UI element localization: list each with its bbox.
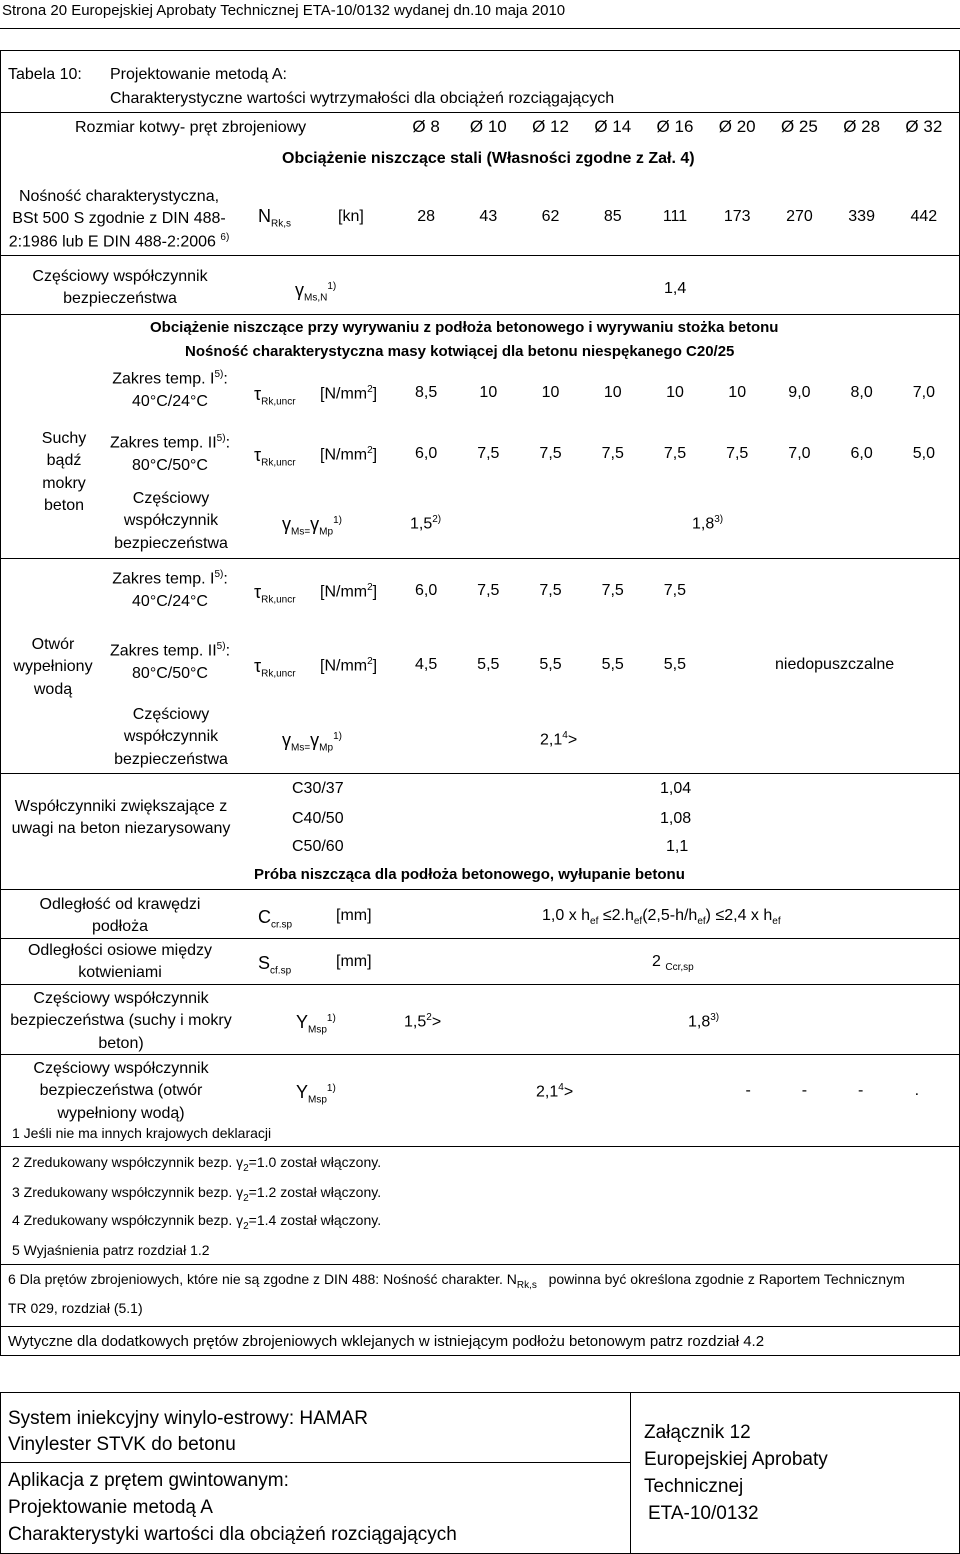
tau-symbol: $\tau_{Rk,uncr}$ (254, 582, 296, 606)
note-4: 4 Zredukowany współczynnik bezp. $\gamma_2=1.4$ został włączony. (12, 1212, 382, 1232)
size-row (395, 117, 955, 137)
size-cell: Ø 28 (843, 117, 881, 136)
rule (0, 984, 960, 985)
size-cell: Ø 16 (656, 117, 694, 136)
size-label: Rozmiar kotwy- pręt zbrojeniowy (75, 119, 307, 136)
footer-line-5: Charakterystyki wartości dla obciążeń rozciągających (8, 1524, 457, 1545)
increase-label: Współczynniki zwiększające z uwagi na beton niezarysowany (11, 798, 231, 838)
dry-t1-values: 8,5 10 10 10 10 10 9,0 8,0 7,0 (414, 384, 935, 401)
size-cell: Ø 20 (718, 117, 756, 136)
dry-psf-value-2: 1,8$^{3)}$ (692, 514, 724, 533)
increase-class: C50/60 (292, 838, 344, 855)
rule (0, 314, 960, 315)
rule (0, 1326, 960, 1327)
footer-line-4: Projektowanie metodą A (8, 1497, 213, 1518)
tau-unit: $[N/mm^2]$ (320, 656, 378, 675)
eta-number: ETA-10/0132 (648, 1503, 759, 1524)
rule (0, 773, 960, 774)
note-6: 6 Dla prętów zbrojeniowych, które nie są zgodne z DIN 488: Nośność charakter. $N_{Rk,s}$ powinna być określona zgodnie z Raportem Technicznym (8, 1271, 905, 1291)
footer-divider (630, 1392, 631, 1554)
wet-psf-label: Częściowy współczynnik bezpieczeństwa (114, 706, 228, 768)
size-cell: Ø 14 (594, 117, 632, 136)
rule (0, 938, 960, 939)
wet-sp-label: Częściowy współczynnik bezpieczeństwa (otwór wypełniony wodą) (33, 1060, 209, 1122)
footer-line-2: Vinylester STVK do betonu (8, 1434, 236, 1455)
table-title-2: Charakterystyczne wartości wytrzymałości dla obciążeń rozciągających (110, 90, 615, 107)
wet-psf-value: $2,1^4>$ (540, 730, 578, 749)
ccr-value: 1,0 x $h_{ef} \le 2.h_{ef}(2,5-h/h_{ef}) \le 2,4$ x $h_{ef}$ (542, 907, 781, 928)
increase-class: C30/37 (292, 780, 344, 797)
gmsp-symbol: $\Upsilon_{Msp}^{1)}$ (296, 1012, 336, 1036)
nrk-symbol: $N_{Rk,s}$ (258, 206, 291, 230)
size-cell: Ø 12 (532, 117, 569, 136)
tau-symbol: $\tau_{Rk,uncr}$ (254, 384, 296, 408)
size-cell: Ø 10 (469, 117, 507, 136)
range1-label: Zakres temp. $I^{5)}$: 40°C/24°C (112, 369, 228, 410)
note-5: 5 Wyjaśnienia patrz rozdział 1.2 (12, 1242, 210, 1258)
range1-label: Zakres temp. $I^{5)}$: 40°C/24°C (112, 569, 228, 610)
rule (0, 558, 960, 559)
rule (0, 1146, 960, 1147)
dry-sp-label: Częściowy współczynnik bezpieczeństwa (suchy i mokry beton) (10, 990, 232, 1052)
page-header: Strona 20 Europejskiej Aprobaty Technicznej ETA-10/0132 wydanej dn.10 maja 2010 (2, 2, 566, 19)
nrk-values: 28 43 62 85 111 173 270 339 442 (417, 208, 938, 225)
tau-symbol: $\tau_{Rk,uncr}$ (254, 656, 296, 680)
size-cell: Ø 8 (412, 117, 440, 136)
steel-psf-label: Częściowy współczynnik bezpieczeństwa (32, 268, 208, 307)
scr-value: 2 $_{Ccr,sp}$ (652, 953, 694, 974)
size-cell: Ø 25 (780, 117, 818, 136)
tau-symbol: $\tau_{Rk,uncr}$ (254, 445, 296, 469)
steel-label: Nośność charakterystyczna, BSt 500 S zgodnie z DIN 488-2:1986 lub E DIN 488-2:2006 $^{6)}$ (8, 188, 230, 251)
note-6-cont: TR 029, rozdział (5.1) (8, 1300, 143, 1316)
table-label: Tabela 10: (8, 66, 82, 83)
range2-label: Zakres temp. II$^{5)}$: 80°C/50°C (109, 641, 231, 682)
footer-rule (0, 1462, 631, 1463)
footer-line-1: System iniekcyjny winylo-estrowy: HAMAR (8, 1408, 369, 1429)
increase-value: 1,1 (666, 838, 689, 855)
ccr-symbol: $C_{cr.sp}$ (258, 907, 293, 931)
dry-psf-value-1: 1,5$^{2)}$ (410, 514, 442, 533)
dry-t2-values: 6,0 7,5 7,5 7,5 7,5 7,5 7,0 6,0 5,0 (414, 445, 935, 462)
wet-label: Otwór wypełniony wodą (13, 636, 93, 698)
steel-header: Obciążenie niszczące stali (Własności zgodne z Zał. 4) (282, 150, 695, 167)
table-title-1: Projektowanie metodą A: (110, 66, 287, 83)
note-1: 1 Jeśli nie ma innych krajowych deklaracji (12, 1125, 272, 1141)
guideline-note: Wytyczne dla dodatkowych prętów zbrojeniowych wklejanych w istniejącym podłożu betonowym patrz rozdział 4.2 (8, 1333, 765, 1350)
title-rule (0, 112, 960, 113)
header-rule (0, 28, 960, 29)
ccr-unit: [mm] (336, 907, 372, 924)
range2-label: Zakres temp. II$^{5)}$: 80°C/50°C (109, 433, 231, 474)
rule (0, 255, 960, 256)
note-3: 3 Zredukowany współczynnik bezp. $\gamma_2=1.2$ został włączony. (12, 1184, 382, 1204)
tau-unit: $[N/mm^2]$ (320, 445, 378, 464)
increase-value: 1,04 (660, 780, 692, 797)
spacing-label: Odległości osiowe między kotwieniami (27, 942, 213, 982)
gmsp-symbol: $\Upsilon_{Msp}^{1)}$ (296, 1082, 336, 1106)
dry-psf-label: Częściowy współczynnik bezpieczeństwa (114, 490, 228, 552)
increase-value: 1,08 (660, 810, 692, 827)
note-2: 2 Zredukowany współczynnik bezp. $\gamma_2=1.0$ został włączony. (12, 1154, 382, 1174)
dry-sp-value-1: $1,5^2>$ (404, 1012, 442, 1031)
rule (0, 1054, 960, 1055)
gms-value: 1,4 (664, 280, 687, 297)
nrk-unit: [kn] (338, 208, 364, 225)
wet-t2-values: 4,5 5,5 5,5 5,5 5,5 (414, 656, 687, 673)
dry-sp-value-2: 1,8$^{3)}$ (688, 1012, 720, 1031)
annex-label: Załącznik 12 (644, 1422, 751, 1443)
not-allowed: niedopuszczalne (775, 656, 895, 673)
wet-sp-dashes: - - - . (745, 1082, 920, 1099)
size-cell: Ø 32 (905, 117, 943, 136)
tau-unit: $[N/mm^2]$ (320, 384, 378, 403)
pullout-header-2: Nośność charakterystyczna masy kotwiącej dla betonu niespękanego C20/25 (185, 343, 735, 360)
gms-symbol: $\gamma_{Ms,N}^{1)}$ (295, 280, 337, 304)
edge-label: Odległość od krawędzi podłoża (39, 896, 201, 936)
splitting-header: Próba niszcząca dla podłoża betonowego, wyłupanie betonu (254, 866, 685, 883)
wet-sp-value: $2,1^4>$ (536, 1082, 574, 1101)
gmp-symbol: $\gamma_{Ms=}\gamma_{Mp}^{1)}$ (282, 730, 342, 754)
annex-label-3: Technicznej (644, 1476, 744, 1497)
gmp-symbol: $\gamma_{Ms=}\gamma_{Mp}^{1)}$ (282, 514, 342, 538)
increase-class: C40/50 (292, 810, 344, 827)
rule (0, 1264, 960, 1265)
scr-unit: [mm] (336, 953, 372, 970)
scr-symbol: $S_{cf.sp}$ (258, 953, 292, 977)
rule (0, 889, 960, 890)
dry-label: Suchy bądź mokry beton (41, 430, 87, 515)
wet-t1-values: 6,0 7,5 7,5 7,5 7,5 (414, 582, 687, 599)
tau-unit: $[N/mm^2]$ (320, 582, 378, 601)
annex-label-2: Europejskiej Aprobaty (644, 1449, 828, 1470)
footer-line-3: Aplikacja z prętem gwintowanym: (8, 1470, 289, 1491)
pullout-header-1: Obciążenie niszczące przy wyrywaniu z podłoża betonowego i wyrywaniu stożka betonu (150, 319, 779, 336)
